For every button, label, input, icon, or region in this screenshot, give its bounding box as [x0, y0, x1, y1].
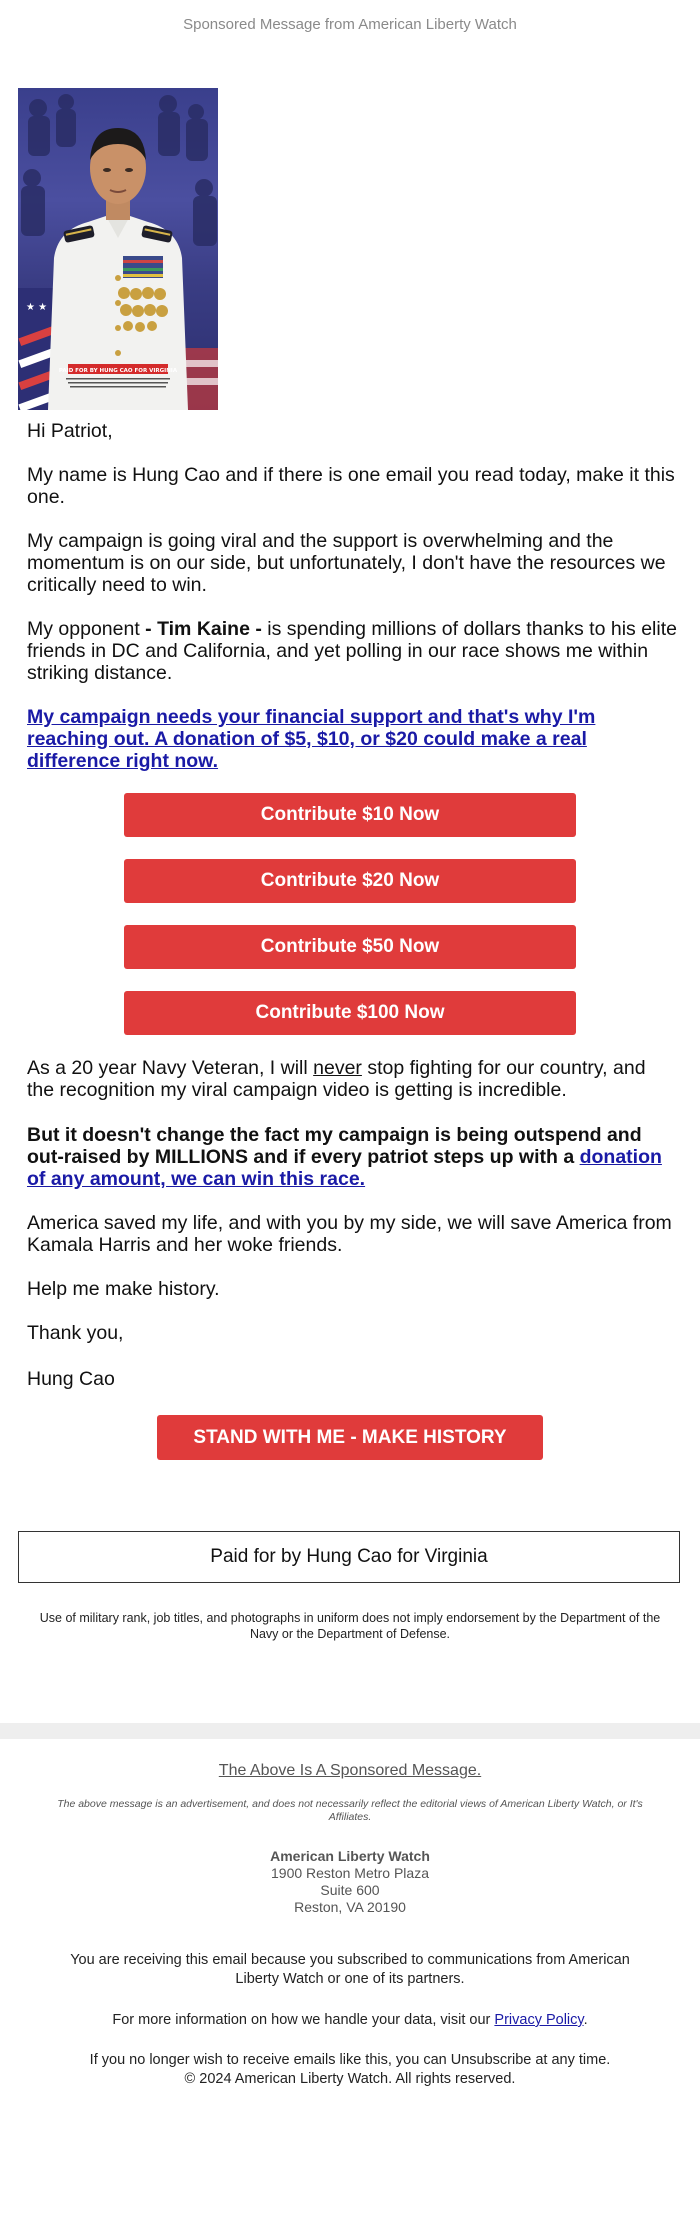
- opponent-name: - Tim Kaine -: [145, 618, 262, 640]
- unsubscribe-note: If you no longer wish to receive emails like this, you can Unsubscribe at any time.: [89, 2052, 611, 2068]
- greeting: Hi Patriot,: [27, 420, 113, 442]
- paragraph-outspent: [27, 1124, 677, 1190]
- candidate-photo-art: [18, 88, 218, 410]
- military-disclaimer: Use of military rank, job titles, and photographs in uniform does not imply endorsement by the Department of the Navy or the Department of Defense.: [39, 1611, 661, 1641]
- paragraph-intro: My name is Hung Cao and if there is one email you read today, make it this one.: [27, 464, 675, 508]
- candidate-photo[interactable]: [18, 88, 218, 410]
- closing: Thank you,: [27, 1322, 124, 1344]
- address-line-3: Reston, VA 20190: [294, 1899, 406, 1915]
- paid-for-banner-text: PAID FOR BY HUNG CAO FOR VIRGINIA: [58, 368, 178, 374]
- contribute-100-button[interactable]: Contribute $100 Now: [124, 991, 576, 1035]
- address-line-1: 1900 Reston Metro Plaza: [271, 1865, 429, 1881]
- sponsored-message-title-text: The Above Is A Sponsored Message.: [218, 1762, 482, 1779]
- subscription-note: You are receiving this email because you subscribed to communications from American Liberty Watch or one of its partners.: [70, 1952, 630, 1987]
- privacy-policy-link[interactable]: Privacy Policy: [494, 2012, 584, 2028]
- footer-divider: [0, 1723, 700, 1739]
- veteran-rest: stop fighting for our country, and the recognition my viral campaign video is getting is incredible.: [27, 1057, 646, 1101]
- editorial-note: The above message is an advertisement, and does not necessarily reflect the editorial views of American Liberty Watch, or It's Affiliates.: [57, 1798, 643, 1823]
- paragraph-opponent: [27, 618, 677, 684]
- paragraph-make-history: Help me make history.: [27, 1278, 220, 1300]
- privacy-lead: For more information on how we handle your data, visit our: [112, 2012, 495, 2028]
- contribute-10-button[interactable]: Contribute $10 Now: [124, 793, 576, 837]
- fine-print-lines: [66, 378, 170, 388]
- sponsor-header: Sponsored Message from American Liberty Watch: [183, 16, 517, 33]
- veteran-never: never: [313, 1057, 362, 1079]
- contribute-20-button[interactable]: Contribute $20 Now: [124, 859, 576, 903]
- opponent-lead: My opponent: [27, 618, 146, 640]
- paid-for-disclaimer-box: Paid for by Hung Cao for Virginia: [18, 1531, 680, 1583]
- address-line-2: Suite 600: [320, 1882, 380, 1898]
- privacy-note: [55, 2011, 645, 2030]
- contribute-50-button[interactable]: Contribute $50 Now: [124, 925, 576, 969]
- signature: Hung Cao: [27, 1368, 115, 1390]
- opponent-rest: is spending millions of dollars thanks to his elite friends in DC and California, and yet polling in our race shows me within striking distance.: [27, 618, 677, 684]
- appeal-paragraph: [27, 706, 677, 772]
- paragraph-campaign-viral: My campaign is going viral and the support is overwhelming and the momentum is on our side, but unfortunately, I don't have the resources we critically need to win.: [27, 530, 666, 596]
- paragraph-america-saved: America saved my life, and with you by my side, we will save America from Kamala Harris and her woke friends.: [27, 1212, 672, 1256]
- donation-any-amount-link[interactable]: donation of any amount, we can win this race.: [27, 1146, 662, 1190]
- paragraph-veteran: [27, 1057, 677, 1101]
- sponsored-message-title: [0, 1762, 700, 1780]
- veteran-lead: As a 20 year Navy Veteran, I will: [27, 1057, 314, 1079]
- svg-text:★ ★: ★ ★: [26, 302, 48, 313]
- outspent-text: But it doesn't change the fact my campaign is being outspend and out-raised by MILLIONS and if every patriot steps up with a: [27, 1124, 642, 1168]
- org-name: American Liberty Watch: [270, 1848, 430, 1864]
- copyright: © 2024 American Liberty Watch. All rights reserved.: [184, 2071, 516, 2087]
- privacy-end: .: [583, 2012, 588, 2028]
- mailing-address: [0, 1848, 700, 1916]
- stand-with-me-button[interactable]: STAND WITH ME - MAKE HISTORY: [157, 1415, 543, 1460]
- donation-appeal-link[interactable]: My campaign needs your financial support and that's why I'm reaching out. A donation of $5, $10, or $20 could make a real difference right now.: [27, 706, 596, 772]
